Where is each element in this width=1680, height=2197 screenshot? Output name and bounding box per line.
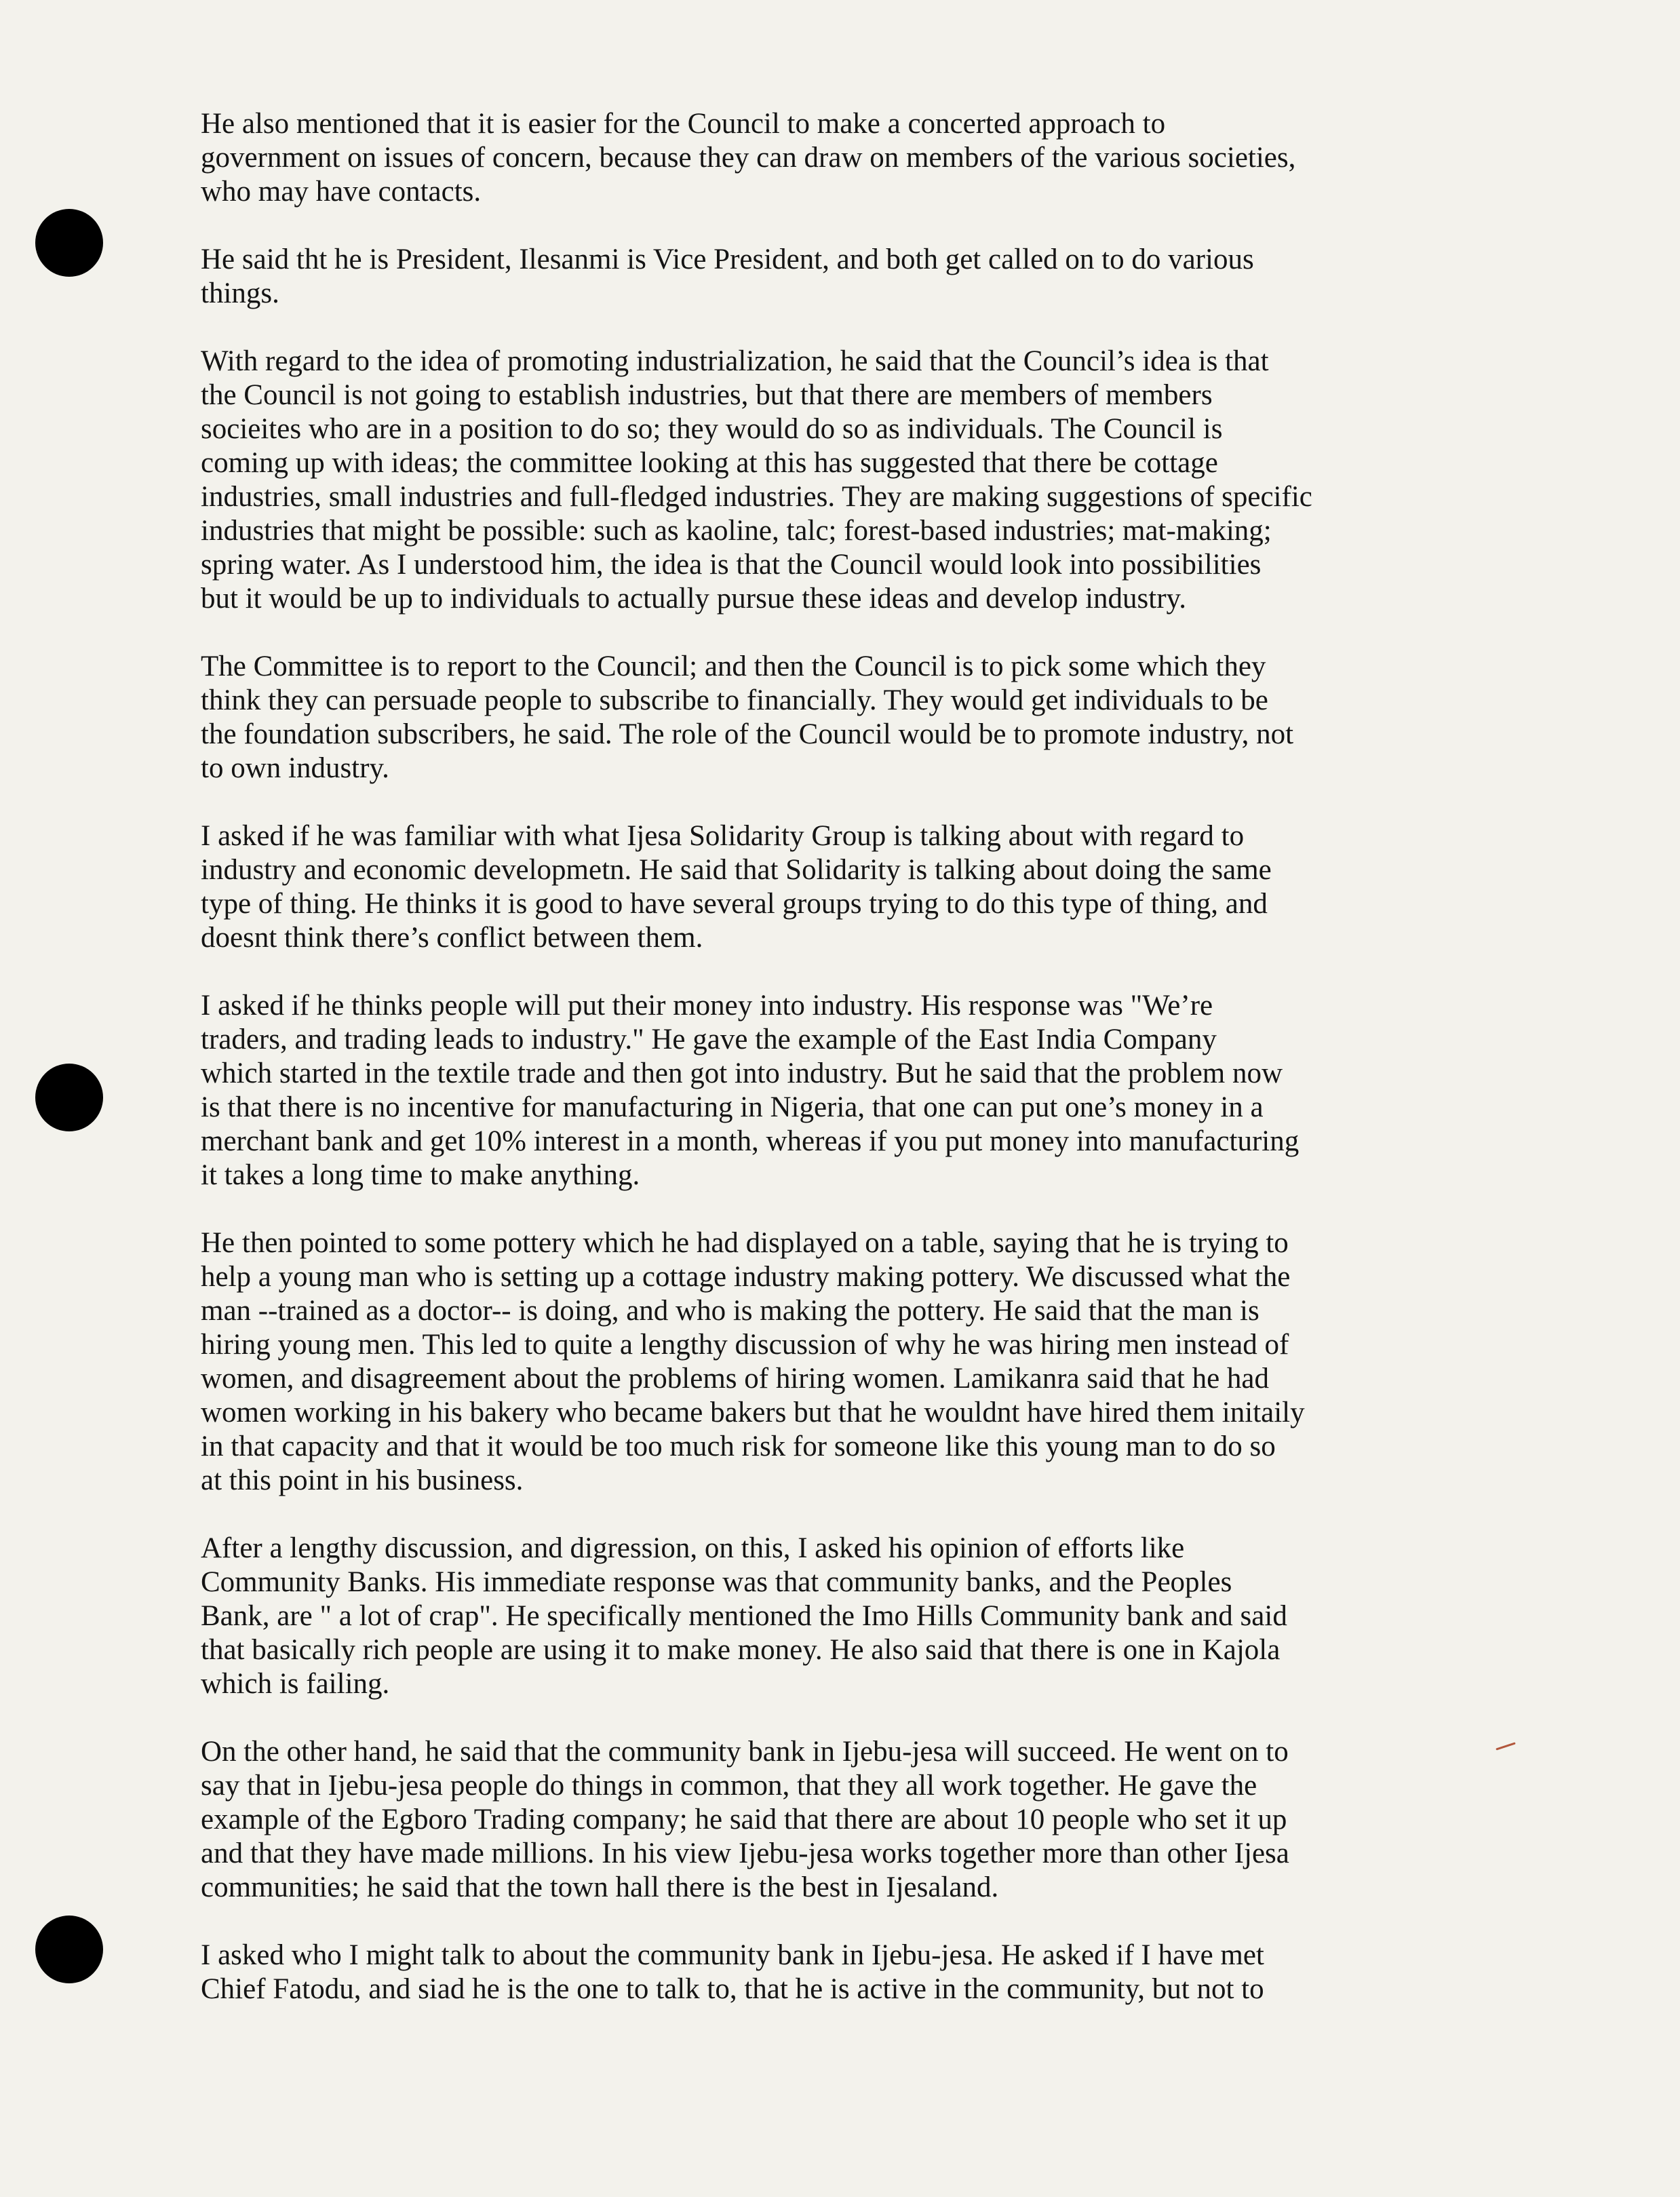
paragraph-community-banks: After a lengthy discussion, and digression, on this, I asked his opinion of efforts like Community Banks. His immediate response was that community banks, and the Peoples Bank, are " a lot of crap". He specifically mentioned the Imo Hills Community bank and said that basically rich people are using it to make money. He also said that there is one in Kajola which is failing.	[201, 1532, 1287, 1700]
paragraph-council-approach: He also mentioned that it is easier for the Council to make a concerted approach to government on issues of concern, because they can draw on members of the various societies, who may have contacts.	[201, 108, 1296, 208]
punch-hole-top	[35, 209, 103, 277]
punch-hole-middle	[35, 1064, 103, 1131]
paragraph-solidarity-group: I asked if he was familiar with what Ijesa Solidarity Group is talking about with regard to industry and economic developmetn. He said that Solidarity is talking about doing the same type of thing. He thinks it is good to have several groups trying to do this type of thing, and doesnt think there’s conflict between them.	[201, 820, 1272, 954]
paragraph-pottery: He then pointed to some pottery which he had displayed on a table, saying that he is trying to help a young man who is setting up a cottage industry making pottery. We discussed what the man --trained as a doctor-- is doing, and who is making the pottery. He said that the man is hiring young men. This led to quite a lengthy discussion of why he was hiring men instead of women, and disagreement about the problems of hiring women. Lamikanra said that he had women working in his bakery who became bakers but that he wouldnt have hired them initaily in that capacity and that it would be too much risk for someone like this young man to do so at this point in his business.	[201, 1227, 1305, 1496]
document-body	[201, 107, 1530, 2006]
paragraph-money-industry: I asked if he thinks people will put their money into industry. His response was "We’re traders, and trading leads to industry." He gave the example of the East India Company which started in the textile trade and then got into industry. But he said that the problem now is that there is no incentive for manufacturing in Nigeria, that one can put one’s money in a merchant bank and get 10% interest in a month, whereas if you put money into manufacturing it takes a long time to make anything.	[201, 990, 1300, 1191]
paragraph-president: He said tht he is President, Ilesanmi is Vice President, and both get called on to do various things.	[201, 244, 1254, 309]
paragraph-ijebu-jesa: On the other hand, he said that the community bank in Ijebu-jesa will succeed. He went on to say that in Ijebu-jesa people do things in common, that they all work together. He gave the example of the Egboro Trading company; he said that there are about 10 people who set it up and that they have made millions. In his view Ijebu-jesa works together more than other Ijesa communities; he said that the town hall there is the best in Ijesaland.	[201, 1736, 1289, 1903]
paragraph-committee-report: The Committee is to report to the Council; and then the Council is to pick some which they think they can persuade people to subscribe to financially. They would get individuals to be the foundation subscribers, he said. The role of the Council would be to promote industry, not to own industry.	[201, 650, 1294, 784]
paragraph-industrialization: With regard to the idea of promoting industrialization, he said that the Council’s idea is that the Council is not going to establish industries, but that there are members of members socieites who are in a position to do so; they would do so as individuals. The Council is coming up with ideas; the committee looking at this has suggested that there be cottage industries, small industries and full-fledged industries. They are making suggestions of specific industries that might be possible: such as kaoline, talc; forest-based industries; mat-making; spring water. As I understood him, the idea is that the Council would look into possibilities but it would be up to individuals to actually pursue these ideas and develop industry.	[201, 345, 1312, 615]
paragraph-chief-fatodu: I asked who I might talk to about the community bank in Ijebu-jesa. He asked if I have met Chief Fatodu, and siad he is the one to talk to, that he is active in the community, but not to	[201, 1939, 1264, 2005]
punch-hole-bottom	[35, 1916, 103, 1983]
